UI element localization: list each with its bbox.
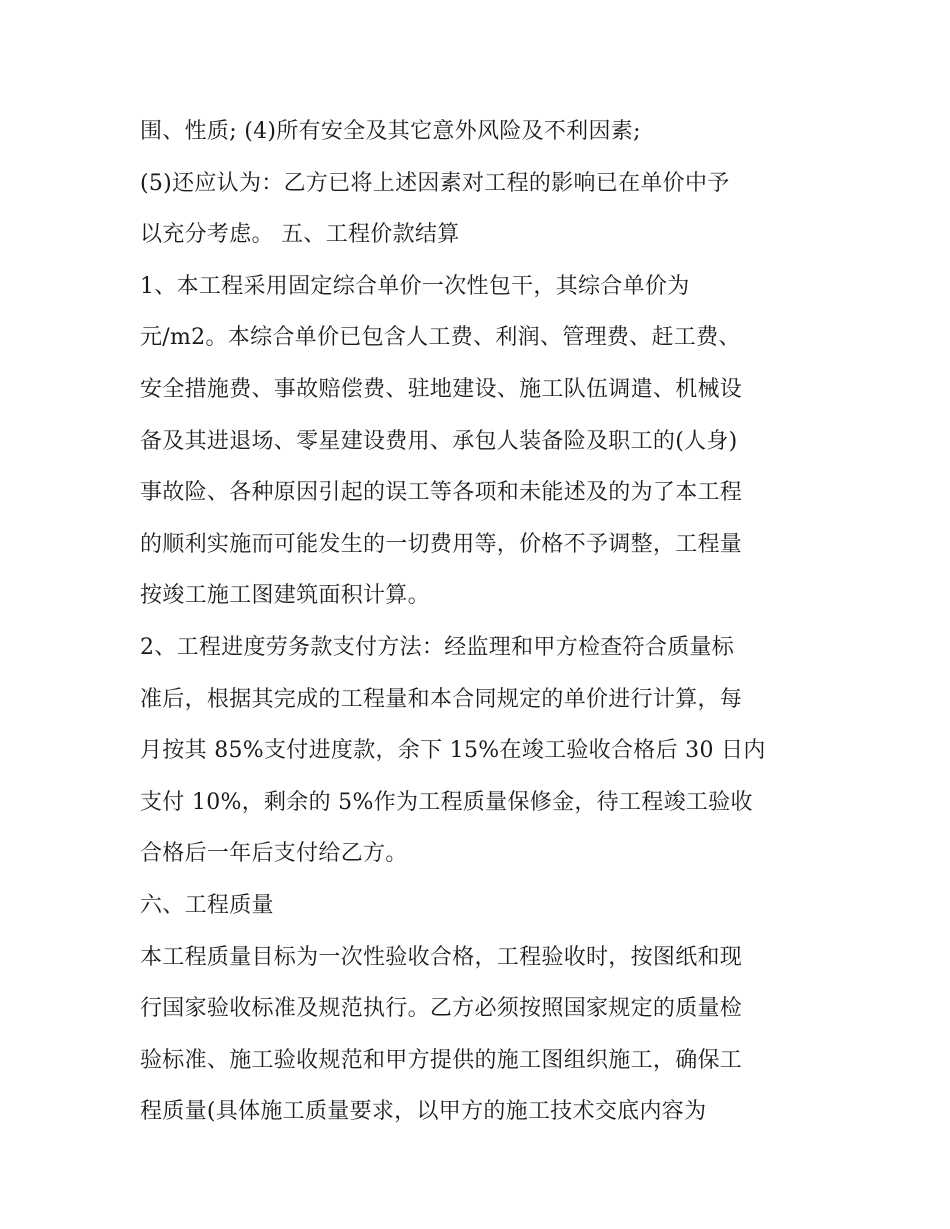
text-line: 2、工程进度劳务款支付方法：经监理和甲方检查符合质量标 [140, 634, 735, 660]
text-line: 备及其进退场、零星建设费用、承包人装备险及职工的(人身) [140, 428, 738, 454]
text-line: 支付 10%，剩余的 5%作为工程质量保修金，待工程竣工验收 [140, 789, 753, 815]
text-line: 准后，根据其完成的工程量和本合同规定的单价进行计算，每 [140, 686, 743, 712]
text-line: 安全措施费、事故赔偿费、驻地建设、施工队伍调遣、机械设 [140, 376, 743, 402]
text-line: 本工程质量目标为一次性验收合格，工程验收时，按图纸和现 [140, 944, 743, 970]
document-body [140, 106, 820, 1138]
text-line: 行国家验收标准及规范执行。乙方必须按照国家规定的质量检 [140, 996, 743, 1022]
text-line: 验标准、施工验收规范和甲方提供的施工图组织施工，确保工 [140, 1047, 743, 1073]
text-line: 合格后一年后支付给乙方。 [140, 841, 408, 867]
text-line: 程质量(具体施工质量要求，以甲方的施工技术交底内容为 [140, 1099, 707, 1125]
text-line: 1、本工程采用固定综合单价一次性包干，其综合单价为 [140, 273, 690, 299]
text-line: 围、性质; (4)所有安全及其它意外风险及不利因素; [140, 119, 641, 144]
text-line: 以充分考虑。 五、工程价款结算 [140, 222, 460, 248]
text-line: (5)还应认为：乙方已将上述因素对工程的影响已在单价中予 [140, 170, 730, 196]
text-line: 月按其 85%支付进度款，余下 15%在竣工验收合格后 30 日内 [140, 738, 766, 764]
section-heading: 六、工程质量 [140, 892, 274, 918]
text-line: 事故险、各种原因引起的误工等各项和未能述及的为了本工程 [140, 480, 743, 506]
text-line: 的顺利实施而可能发生的一切费用等，价格不予调整，工程量 [140, 531, 743, 557]
text-line: 元/m2。本综合单价已包含人工费、利润、管理费、赶工费、 [140, 325, 741, 351]
text-line: 按竣工施工图建筑面积计算。 [140, 583, 430, 609]
